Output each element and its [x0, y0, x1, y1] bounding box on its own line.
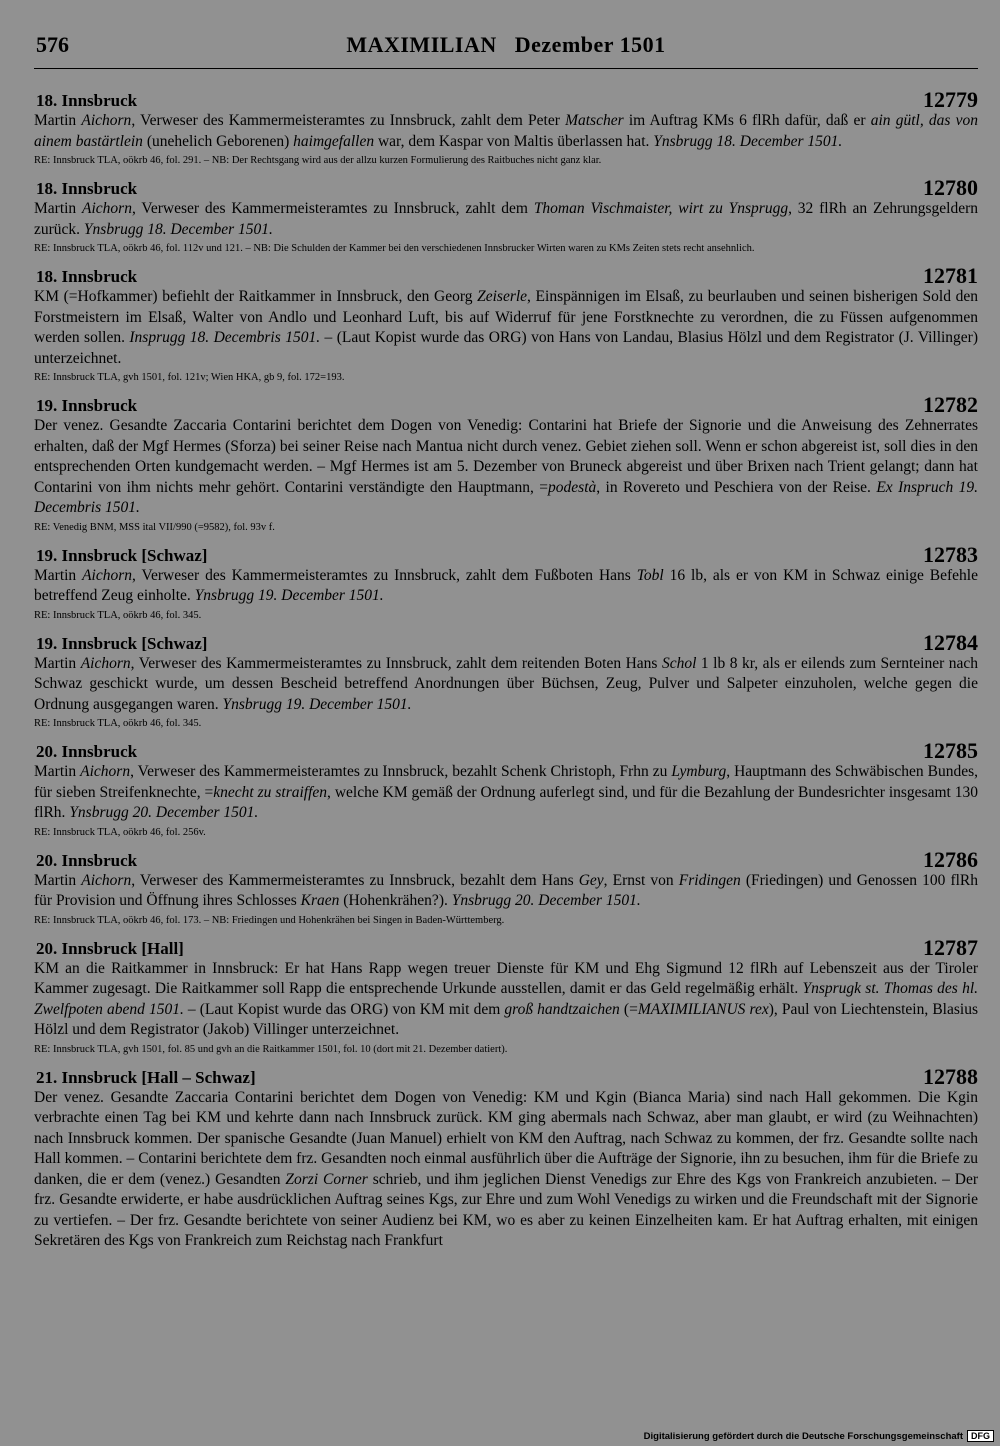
- entry-header: [34, 1063, 978, 1089]
- entry-number: 12787: [923, 934, 978, 960]
- italic-text: Gey: [578, 871, 604, 889]
- regest-entry: [34, 629, 978, 732]
- footer-text: Digitalisierung gefördert durch die Deutsche Forschungsgemeinschaft: [643, 1430, 963, 1442]
- text-segment: , 32 flRh an Zehrungsgeldern zurück.: [34, 200, 978, 238]
- italic-text: Ex Inspruch 19. Decembris 1501.: [34, 478, 978, 516]
- italic-text: haimgefallen: [293, 132, 375, 150]
- regest-entry: [34, 846, 978, 928]
- italic-text: Zeiserle: [477, 288, 528, 305]
- entry-number: 12779: [923, 87, 978, 112]
- text-segment: KM an die Raitkammer in Innsbruck: Er hat Hans Rapp wegen treuer Dienste für KM und Ehg Sigmund 12 flRh auf Lebenszeit aus der Tiroler Kammer zugesagt. Die Raitkammer soll Rapp die entsprechende Urkunde ausstellen, damit er das Geld regelmäßig erhält.: [34, 959, 978, 997]
- regest-entry: [34, 177, 978, 256]
- page-number: 576: [36, 32, 69, 57]
- entry-header: [34, 740, 978, 762]
- text-segment: , Verweser des Kammermeisteramtes zu Innsbruck, bezahlt dem Hans: [131, 871, 579, 889]
- text-segment: (unehelich Geborenen): [142, 132, 294, 150]
- entry-text: [34, 416, 978, 519]
- entry-header: [34, 89, 978, 111]
- page-title: MAXIMILIAN Dezember 1501: [346, 32, 666, 57]
- entry-date-place: 21. Innsbruck [Hall – Schwaz]: [36, 1067, 256, 1087]
- regest-entry: [34, 89, 978, 168]
- entry-header: [34, 177, 978, 199]
- text-segment: 16 lb, als er von KM in Schwaz einige Befehle betreffend Zeug einholte.: [34, 566, 978, 604]
- italic-text: Zorzi Corner: [285, 1170, 368, 1188]
- italic-text: Aichorn: [82, 566, 133, 584]
- text-segment: 1 lb 8 kr, als er eilends zum Serntеiner nach Schwaz geschickt wurde, um dessen Bescheid betreffend Anordnungen über Büchsen, Zeug, Pulver und Salpeter einzuholen, welche gegen die Ordnung ausgegangen waren.: [34, 654, 978, 713]
- entry-reference: RE: Venedig BNM, MSS ital VII/990 (=9582), fol. 93v f.: [34, 521, 275, 533]
- italic-text: Aichorn: [81, 871, 132, 889]
- entry-number: 12782: [923, 392, 978, 417]
- text-segment: Martin: [34, 566, 83, 584]
- italic-text: Aichorn: [82, 200, 132, 217]
- entry-date-place: 18. Innsbruck: [36, 91, 138, 110]
- text-segment: KM (=Hofkammer) befiehlt der Raitkammer in Innsbruck, den Georg: [34, 288, 478, 305]
- italic-text: Ynsbrugg 18. December 1501.: [653, 132, 843, 150]
- text-segment: Martin: [34, 654, 81, 672]
- regest-entry: [34, 265, 978, 385]
- italic-text: MAXIMILIANUS rex: [637, 1000, 769, 1018]
- text-segment: ), Paul von Liechtenstein, Blasius Hölzl und dem Registrator (Jakob) Villinger unterzeichnet.: [34, 1000, 978, 1038]
- entry-list: [34, 89, 978, 1252]
- entry-reference: RE: Innsbruck TLA, oökrb 46, fol. 112v und 121. – NB: Die Schulden der Kammer bei den verschiedenen Innsbrucker Wirten waren zu KMs Zeiten stets recht ansehnlich.: [34, 243, 755, 254]
- entry-number: 12784: [923, 629, 978, 655]
- italic-text: Kraen: [300, 892, 340, 909]
- italic-text: Aichorn: [80, 763, 131, 780]
- entry-date-place: 20. Innsbruck [Hall]: [36, 938, 184, 958]
- entry-header: [34, 541, 978, 567]
- entry-date-place: 18. Innsbruck: [36, 267, 138, 286]
- entry-text: [34, 1088, 978, 1252]
- italic-text: Ynsbrugg 20. December 1501.: [451, 892, 641, 909]
- text-segment: (=: [619, 1000, 638, 1018]
- italic-text: Matscher: [565, 112, 624, 129]
- entry-reference: RE: Innsbruck TLA, oökrb 46, fol. 173. – NB: Friedingen und Hohenkrähen bei Singen in Baden-Württemberg.: [34, 914, 505, 926]
- text-segment: Martin: [34, 763, 81, 780]
- text-segment: , Verweser des Kammermeisteramtes zu Innsbruck, zahlt dem: [131, 200, 534, 217]
- entry-number: 12780: [923, 175, 978, 200]
- italic-text: Aichorn: [81, 112, 132, 129]
- document-page: [34, 32, 978, 1427]
- entry-reference: RE: Innsbruck TLA, oökrb 46, fol. 291. – NB: Der Rechtsgang wird aus der allzu kurzen Formulierung des Raitbuches nicht ganz klar.: [34, 155, 602, 166]
- entry-date-place: 19. Innsbruck: [36, 396, 138, 415]
- regest-entry: [34, 934, 978, 1057]
- entry-reference: RE: Innsbruck TLA, oökrb 46, fol. 345.: [34, 718, 202, 729]
- text-segment: , Verweser des Kammermeisteramtes zu Innsbruck, zahlt dem reitenden Boten Hans: [130, 654, 662, 672]
- entry-reference: RE: Innsbruck TLA, oökrb 46, fol. 345.: [34, 609, 202, 621]
- text-segment: , Verweser des Kammermeisteramtes zu Innsbruck, bezahlt Schenk Christoph, Frhn zu: [130, 763, 672, 780]
- text-segment: Martin: [34, 112, 82, 129]
- regest-entry: [34, 1063, 978, 1252]
- entry-number: 12785: [923, 738, 978, 763]
- footer: [644, 1430, 994, 1442]
- italic-text: Ynsbrugg 20. December 1501.: [69, 804, 259, 821]
- entry-header: [34, 265, 978, 287]
- entry-number: 12783: [923, 541, 978, 567]
- italic-text: Aichorn: [80, 654, 131, 672]
- entry-text: [34, 959, 978, 1041]
- text-segment: (Friedingen) und Genossen 100 flRh für Provision und Öffnung ihres Schlosses: [34, 871, 978, 909]
- entry-text: [34, 654, 978, 716]
- entry-header: [34, 934, 978, 960]
- italic-text: knecht zu straiffen: [213, 783, 328, 801]
- regest-entry: [34, 541, 978, 623]
- italic-text: Insprugg 18. Decembris 1501.: [129, 329, 321, 346]
- italic-text: Lymburg: [671, 763, 727, 780]
- text-segment: , Verweser des Kammermeisteramtes zu Innsbruck, zahlt dem Fußboten Hans: [132, 566, 637, 584]
- entry-header: [34, 629, 978, 655]
- entry-number: 12788: [923, 1063, 978, 1089]
- entry-date-place: 19. Innsbruck [Schwaz]: [36, 633, 208, 653]
- text-segment: , welche KM gemäß der Ordnung auferlegt sind, und für die Bezahlung der Bundesrichter insgesamt 130 flRh.: [34, 783, 978, 821]
- entry-text: [34, 762, 978, 824]
- entry-text: [34, 111, 978, 152]
- italic-text: Ynsbrugg 18. December 1501.: [83, 220, 273, 238]
- text-segment: Martin: [34, 200, 83, 217]
- entry-reference: RE: Innsbruck TLA, oökrb 46, fol. 256v.: [34, 826, 206, 838]
- text-segment: schrieb, und ihm jeglichen Dienst Venedigs zur Ehre des Kgs von Frankreich anzubieten. – Der frz. Gesandte erwiderte, er habe ausdrücklichen Auftrag seines Kgs, zur Ehre und zum Wohl Venedigs zu wirken und die Freundschaft mit der Signorie zu vertiefen. – Der frz. Gesandte berichtete von seiner Audienz bei KM, wo es aber zu keinen Einzelheiten kam. Er hat Auftrag erhalten, mit einigen Sekretären des Kgs von Frankreich zum Reichstag nach Frankfurt: [34, 1170, 978, 1249]
- text-segment: – (Laut Kopist wurde das ORG) von Hans von Landau, Blasius Hölzl und dem Registrator (J. Villinger) unterzeichnet.: [34, 329, 978, 367]
- italic-text: Ynsbrugg 19. December 1501.: [222, 695, 412, 713]
- entry-text: [34, 566, 978, 607]
- entry-date-place: 20. Innsbruck: [36, 742, 138, 761]
- text-segment: , Verweser des Kammermeisteramtes zu Innsbruck, zahlt dem Peter: [131, 112, 566, 129]
- text-segment: , in Rovereto und Peschiera von der Reise.: [596, 478, 877, 496]
- dfg-logo: DFG: [967, 1430, 994, 1442]
- entry-header: [34, 394, 978, 416]
- entry-date-place: 19. Innsbruck [Schwaz]: [36, 545, 208, 565]
- entry-reference: RE: Innsbruck TLA, gvh 1501, fol. 85 und gvh an die Raitkammer 1501, fol. 10 (dort mit 21. Dezember datiert).: [34, 1043, 508, 1055]
- italic-text: Schol: [661, 654, 697, 672]
- entry-reference: RE: Innsbruck TLA, gvh 1501, fol. 121v; Wien HKA, gb 9, fol. 172=193.: [34, 372, 345, 383]
- entry-number: 12781: [923, 263, 978, 288]
- text-segment: (Hohenkrähen?).: [339, 892, 452, 909]
- text-segment: war, dem Kaspar von Maltis überlassen hat.: [374, 132, 654, 150]
- entry-number: 12786: [923, 846, 978, 872]
- page-header: [34, 32, 978, 69]
- italic-text: ain gütl, das von ainem bastärtlein: [34, 112, 978, 150]
- text-segment: , Einspännigen im Elsaß, zu beurlauben und seinen bisherigen Sold den Forstmeistern im Elsaß, Walter von Andlo und Leonhard Luft, bis auf Widerruf für jene Forstknechte zu verordnen, die zu Füssen aufgenommen werden sollen.: [34, 288, 978, 346]
- text-segment: Der venez. Gesandte Zaccaria Contarini berichtet dem Dogen von Venedig: KM und Kgin (Bianca Maria) sind nach Hall gekommen. Die Kgin verbrachte einen Tag bei KM und kehrte dann nach Innsbruck zurück. KM ging abermals nach Schwaz, aber man glaubt, er wird (zu Weihnachten) nach Innsbruck kommen. Der spanische Gesandte (Juan Manuel) erhielt von KM den Auftrag, nach Schwaz zu kommen, der frz. Gesandte sollte nach Hall kommen. – Contarini berichtete dem frz. Gesandten noch einmal ausführlich über die Aufträge der Signorie, ihn zu besuchen, ihm für die Briefe zu danken, die er dem (venez.) Gesandten: [34, 1088, 978, 1188]
- entry-header: [34, 846, 978, 872]
- italic-text: Ynsprugk st. Thomas des hl. Zwelfpoten abend 1501.: [34, 980, 978, 1018]
- text-segment: Der venez. Gesandte Zaccaria Contarini berichtet dem Dogen von Venedig: Contarini hat Briefe der Signorie und die Anweisung des Zehnerrates erhalten, daß der Mgf Hermes (Sforza) bei seiner Reise nach Mantua nicht durch venez. Gebiet ziehen soll. Wenn er schon abgereist ist, soll dies in den entsprechenden Orten kundgemacht werden. – Mgf Hermes ist am 5. Dezember von Bruneck abgereist und über Brixen nach Trient gelangt; dann hat Contarini von ihm nichts mehr gehört. Contarini verständigte den Hauptmann, =: [34, 417, 978, 496]
- italic-text: Tobl: [636, 566, 664, 584]
- entry-date-place: 18. Innsbruck: [36, 179, 138, 198]
- text-segment: , Ernst von: [603, 871, 679, 889]
- entry-text: [34, 199, 978, 240]
- italic-text: groß handtzaichen: [504, 1000, 620, 1018]
- text-segment: – (Laut Kopist wurde das ORG) von KM mit dem: [183, 1000, 505, 1018]
- entry-text: [34, 287, 978, 369]
- italic-text: Ynsbrugg 19. December 1501.: [194, 587, 384, 604]
- regest-entry: [34, 740, 978, 840]
- text-segment: Martin: [34, 871, 82, 889]
- text-segment: , Hauptmann des Schwäbischen Bundes, für sieben Streifenknechte, =: [34, 763, 978, 801]
- italic-text: Thoman Vischmaister, wirt zu Ynsprugg: [533, 200, 789, 217]
- regest-entry: [34, 394, 978, 535]
- entry-date-place: 20. Innsbruck: [36, 850, 138, 870]
- entry-text: [34, 871, 978, 912]
- italic-text: Fridingen: [678, 871, 741, 889]
- italic-text: podestà: [548, 478, 597, 496]
- text-segment: im Auftrag KMs 6 flRh dafür, daß er: [623, 112, 871, 129]
